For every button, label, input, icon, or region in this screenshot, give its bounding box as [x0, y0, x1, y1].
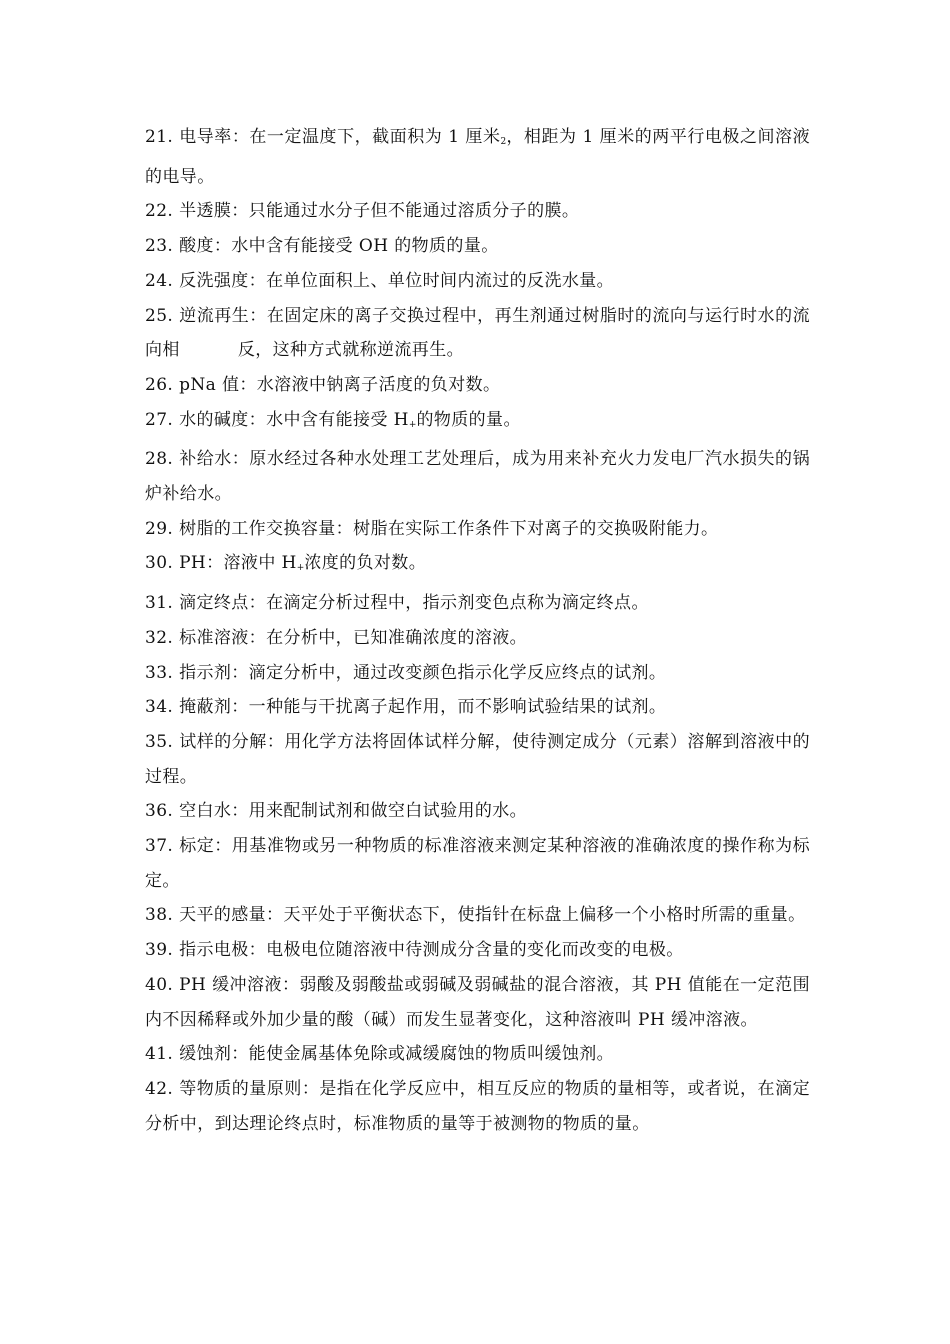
entry-definition: 能使金属基体免除或减缓腐蚀的物质叫缓蚀剂。 — [248, 1044, 615, 1065]
entry-term: pNa 值： — [179, 374, 257, 395]
entry-definition: 溶液中 H — [223, 553, 297, 574]
entry-number: 37. — [145, 836, 174, 857]
entry-term: 标准溶液： — [179, 627, 267, 648]
definition-entry — [145, 368, 810, 403]
entry-term: PH 缓冲溶液： — [179, 974, 300, 995]
definition-entry — [145, 1072, 810, 1141]
definition-entry — [145, 120, 810, 194]
subscript: + — [408, 419, 417, 430]
entry-term: 半透膜： — [179, 201, 249, 222]
entry-definition: 用化学方法将固体试样分解，使待测定成分（元素）溶解到溶液中的过程。 — [145, 731, 810, 787]
definitions-list — [145, 120, 810, 1141]
entry-term: 掩蔽剂： — [179, 697, 249, 718]
definition-entry — [145, 403, 810, 443]
entry-definition: 水中含有能接受 H — [266, 409, 409, 430]
entry-definition: 用基准物或另一种物质的标准溶液来测定某种溶液的准确浓度的操作称为标定。 — [145, 836, 810, 891]
entry-number: 27. — [145, 409, 174, 430]
definition-entry — [145, 968, 810, 1037]
definition-entry — [145, 656, 810, 691]
entry-definition: 电极电位随溶液中待测成分含量的变化而改变的电极。 — [266, 940, 684, 961]
definition-entry — [145, 690, 810, 725]
entry-term: 酸度： — [179, 236, 232, 257]
entry-term: 空白水： — [179, 801, 249, 822]
entry-number: 38. — [145, 905, 174, 926]
entry-number: 34. — [145, 697, 174, 718]
entry-definition: 树脂在实际工作条件下对离子的交换吸附能力。 — [353, 518, 719, 539]
entry-number: 41. — [145, 1044, 174, 1065]
entry-definition: 在单位面积上、单位时间内流过的反洗水量。 — [266, 270, 615, 291]
entry-term: 补给水： — [179, 449, 250, 470]
subscript: + — [296, 563, 305, 574]
entry-definition: 在滴定分析过程中，指示剂变色点称为滴定终点。 — [266, 593, 649, 614]
entry-term: 试样的分解： — [179, 731, 285, 752]
entry-term: 标定： — [179, 836, 232, 857]
entry-number: 22. — [145, 201, 174, 222]
entry-number: 40. — [145, 974, 174, 995]
entry-term: 等物质的量原则： — [179, 1078, 320, 1099]
entry-term: 指示剂： — [179, 662, 249, 683]
definition-entry — [145, 898, 810, 933]
definition-entry — [145, 299, 810, 368]
entry-number: 42. — [145, 1078, 174, 1099]
entry-number: 25. — [145, 305, 174, 326]
entry-definition-cont: 反，这种方式就称逆流再生。 — [237, 340, 465, 361]
entry-definition: 一种能与干扰离子起作用，而不影响试验结果的试剂。 — [248, 697, 667, 718]
definition-entry — [145, 264, 810, 299]
entry-definition: 弱酸及弱酸盐或弱碱及弱碱盐的混合溶液，其 PH 值能在一定范围内不因稀释或外加少量的酸（碱）而发生显著变化，这种溶液叫 PH 缓冲溶液。 — [145, 974, 810, 1030]
entry-number: 36. — [145, 801, 174, 822]
definition-entry — [145, 933, 810, 968]
entry-term: 反洗强度： — [179, 270, 267, 291]
definition-entry — [145, 794, 810, 829]
entry-definition: 是指在化学反应中，相互反应的物质的量相等，或者说，在滴定分析中，到达理论终点时，标准物质的量等于被测物的物质的量。 — [145, 1078, 811, 1134]
entry-definition: 水中含有能接受 OH 的物质的量。 — [231, 236, 499, 257]
entry-term: 缓蚀剂： — [179, 1044, 249, 1065]
entry-number: 24. — [145, 270, 174, 291]
entry-definition-cont: 浓度的负对数。 — [304, 553, 427, 574]
definition-entry — [145, 229, 810, 264]
entry-definition: 滴定分析中，通过改变颜色指示化学反应终点的试剂。 — [248, 662, 667, 683]
entry-definition: 在一定温度下，截面积为 1 厘米 — [249, 127, 501, 147]
entry-definition: 用来配制试剂和做空白试验用的水。 — [248, 801, 528, 822]
entry-number: 39. — [145, 940, 174, 961]
entry-term: 电导率： — [179, 127, 250, 147]
definition-entry — [145, 1037, 810, 1072]
entry-number: 32. — [145, 627, 174, 648]
entry-term: 逆流再生： — [179, 305, 267, 326]
entry-term: 树脂的工作交换容量： — [179, 518, 354, 539]
definition-entry — [145, 194, 810, 229]
entry-term: 天平的感量： — [179, 905, 284, 926]
definition-entry — [145, 546, 810, 586]
entry-definition-cont: 的物质的量。 — [416, 409, 521, 430]
entry-number: 23. — [145, 236, 174, 257]
entry-definition: 水溶液中钠离子活度的负对数。 — [256, 374, 501, 395]
entry-number: 33. — [145, 662, 174, 683]
definition-entry — [145, 829, 810, 898]
definition-entry — [145, 512, 810, 547]
entry-definition: 原水经过各种水处理工艺处理后，成为用来补充火力发电厂汽水损失的锅炉补给水。 — [145, 449, 810, 505]
entry-term: 滴定终点： — [179, 593, 267, 614]
definition-entry — [145, 442, 810, 511]
entry-number: 21. — [145, 127, 174, 147]
entry-number: 26. — [145, 374, 174, 395]
definition-entry — [145, 621, 810, 656]
entry-number: 29. — [145, 518, 174, 539]
subscript: 2 — [500, 137, 507, 147]
definition-entry — [145, 725, 810, 794]
entry-definition: 在固定床的离子交换过程中，再生剂通过树脂时的流向与运行时水的流向相 — [145, 305, 811, 361]
definition-entry — [145, 586, 810, 621]
entry-number: 31. — [145, 593, 174, 614]
entry-definition-cont: ，相距为 1 厘米的两平行电极之间溶液的电导。 — [145, 127, 810, 187]
entry-number: 30. — [145, 553, 174, 574]
entry-definition: 在分析中，已知准确浓度的溶液。 — [266, 627, 528, 648]
entry-number: 28. — [145, 449, 174, 470]
entry-term: 水的碱度： — [179, 409, 267, 430]
entry-term: 指示电极： — [179, 940, 267, 961]
entry-definition: 天平处于平衡状态下，使指针在标盘上偏移一个小格时所需的重量。 — [283, 905, 806, 926]
entry-number: 35. — [145, 731, 174, 752]
entry-term: PH： — [179, 553, 224, 574]
entry-definition: 只能通过水分子但不能通过溶质分子的膜。 — [248, 201, 580, 222]
